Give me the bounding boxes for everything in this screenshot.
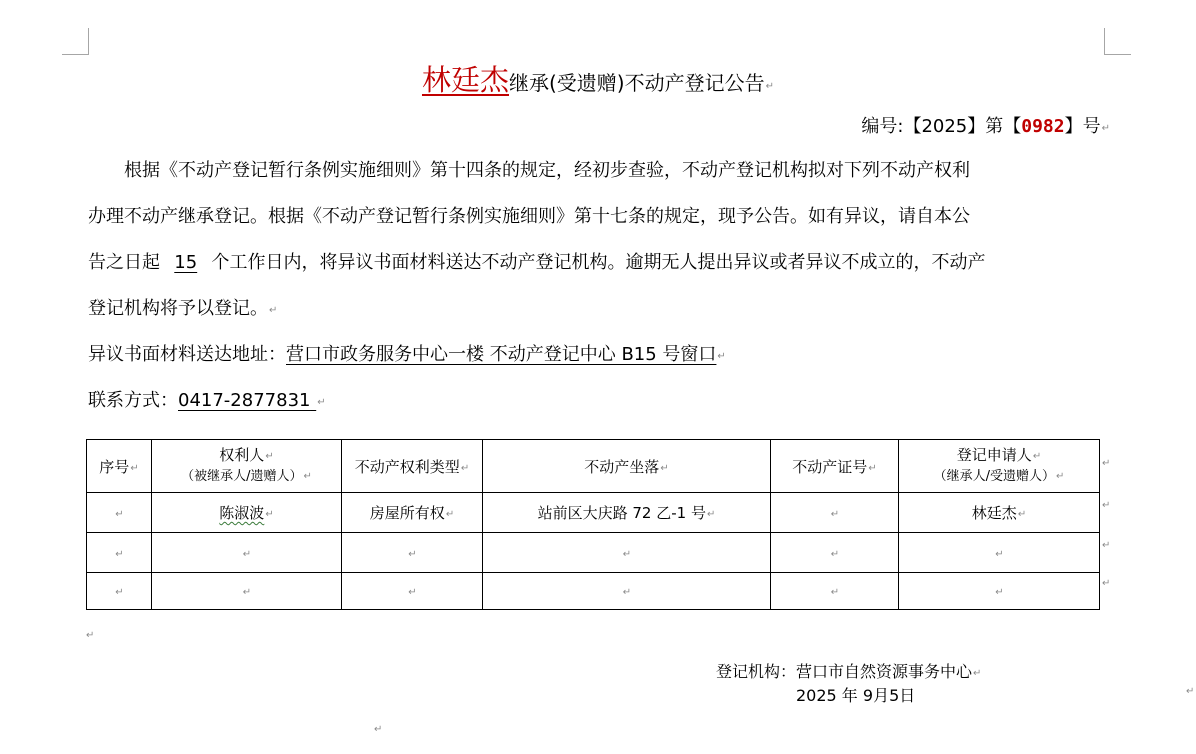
return-arrow-icon: ↵ — [1102, 458, 1111, 469]
body-line-4-text: 登记机构将予以登记。 — [88, 298, 268, 319]
return-arrow-icon: ↵ — [1186, 686, 1195, 697]
cell-applicant: ↵ — [899, 533, 1100, 573]
cell-location: 站前区大庆路 72 乙-1 号↵ — [483, 493, 771, 533]
notice-date: 2025 年 9月5日 — [796, 686, 916, 705]
return-arrow-icon: ↵ — [86, 630, 95, 641]
header-cert-no: 不动产证号↵ — [771, 440, 899, 493]
registration-agency: 登记机构：营口市自然资源事务中心↵ — [716, 662, 982, 681]
objection-days: 15 — [174, 252, 198, 273]
return-arrow-icon: ↵ — [1101, 123, 1110, 134]
title-name: 林廷杰 — [421, 63, 509, 97]
cell-location: ↵ — [483, 533, 771, 573]
title-rest: 继承(受遗赠)不动产登记公告 — [509, 71, 765, 95]
objection-address-label: 异议书面材料送达地址： — [88, 344, 286, 365]
return-arrow-icon: ↵ — [1102, 540, 1111, 551]
header-applicant: 登记申请人↵ （继承人/受遗赠人）↵ — [899, 440, 1100, 493]
table-header-row — [87, 440, 1100, 493]
table-row — [87, 533, 1100, 573]
cell-right-type: ↵ — [342, 573, 483, 610]
objection-address — [88, 332, 1108, 378]
header-right-type: 不动产权利类型↵ — [342, 440, 483, 493]
cell-applicant: 林廷杰↵ — [899, 493, 1100, 533]
cell-applicant: ↵ — [899, 573, 1100, 610]
body-line-3-pre: 告之日起 — [88, 252, 160, 273]
return-arrow-icon: ↵ — [1102, 578, 1111, 589]
contact-value: 0417-2877831 — [178, 390, 311, 411]
cell-holder: ↵ — [152, 533, 342, 573]
notice-body — [88, 148, 1108, 424]
docno-suffix: 】号 — [1064, 116, 1101, 137]
cell-cert-no: ↵ — [771, 573, 899, 610]
header-holder: 权利人↵ （被继承人/遗赠人）↵ — [152, 440, 342, 493]
body-line-1 — [88, 148, 1108, 194]
document-number — [861, 112, 1110, 138]
objection-address-value: 营口市政务服务中心一楼 不动产登记中心 B15 号窗口 — [286, 344, 717, 365]
body-line-3-post: 个工作日内，将异议书面材料送达不动产登记机构。逾期无人提出异议或者异议不成立的，不动产 — [211, 252, 986, 273]
cell-cert-no: ↵ — [771, 533, 899, 573]
cell-cert-no: ↵ — [771, 493, 899, 533]
header-location: 不动产坐落↵ — [483, 440, 771, 493]
registration-table — [86, 439, 1100, 610]
cell-seq: ↵ — [87, 533, 152, 573]
cell-right-type: ↵ — [342, 533, 483, 573]
notice-title — [0, 58, 1196, 99]
return-arrow-icon: ↵ — [374, 724, 383, 735]
cell-seq: ↵ — [87, 493, 152, 533]
return-arrow-icon: ↵ — [1102, 500, 1111, 511]
header-seq: 序号↵ — [87, 440, 152, 493]
body-line-2: 办理不动产继承登记。根据《不动产登记暂行条例实施细则》第十七条的规定，现予公告。如有异议，请自本公 — [88, 206, 970, 227]
body-line-1-text: 根据《不动产登记暂行条例实施细则》第十四条的规定，经初步查验，不动产登记机构拟对下列不动产权利 — [124, 160, 970, 181]
return-arrow-icon: ↵ — [317, 397, 326, 408]
return-arrow-icon: ↵ — [717, 351, 726, 362]
crop-mark-top-right — [1104, 28, 1131, 55]
cell-holder: ↵ — [152, 573, 342, 610]
cell-right-type: 房屋所有权↵ — [342, 493, 483, 533]
cell-location: ↵ — [483, 573, 771, 610]
return-arrow-icon: ↵ — [765, 81, 774, 92]
docno-value: 0982 — [1021, 116, 1065, 137]
docno-prefix: 编号:【2025】第【 — [861, 116, 1022, 137]
contact-label: 联系方式： — [88, 390, 178, 411]
contact-info — [88, 378, 1108, 424]
body-line-4 — [88, 286, 1108, 332]
body-line-3 — [88, 240, 1108, 286]
crop-mark-top-left — [62, 28, 89, 55]
cell-seq: ↵ — [87, 573, 152, 610]
table-row — [87, 493, 1100, 533]
cell-holder: 陈淑波↵ — [152, 493, 342, 533]
table-row — [87, 573, 1100, 610]
return-arrow-icon: ↵ — [269, 305, 278, 316]
